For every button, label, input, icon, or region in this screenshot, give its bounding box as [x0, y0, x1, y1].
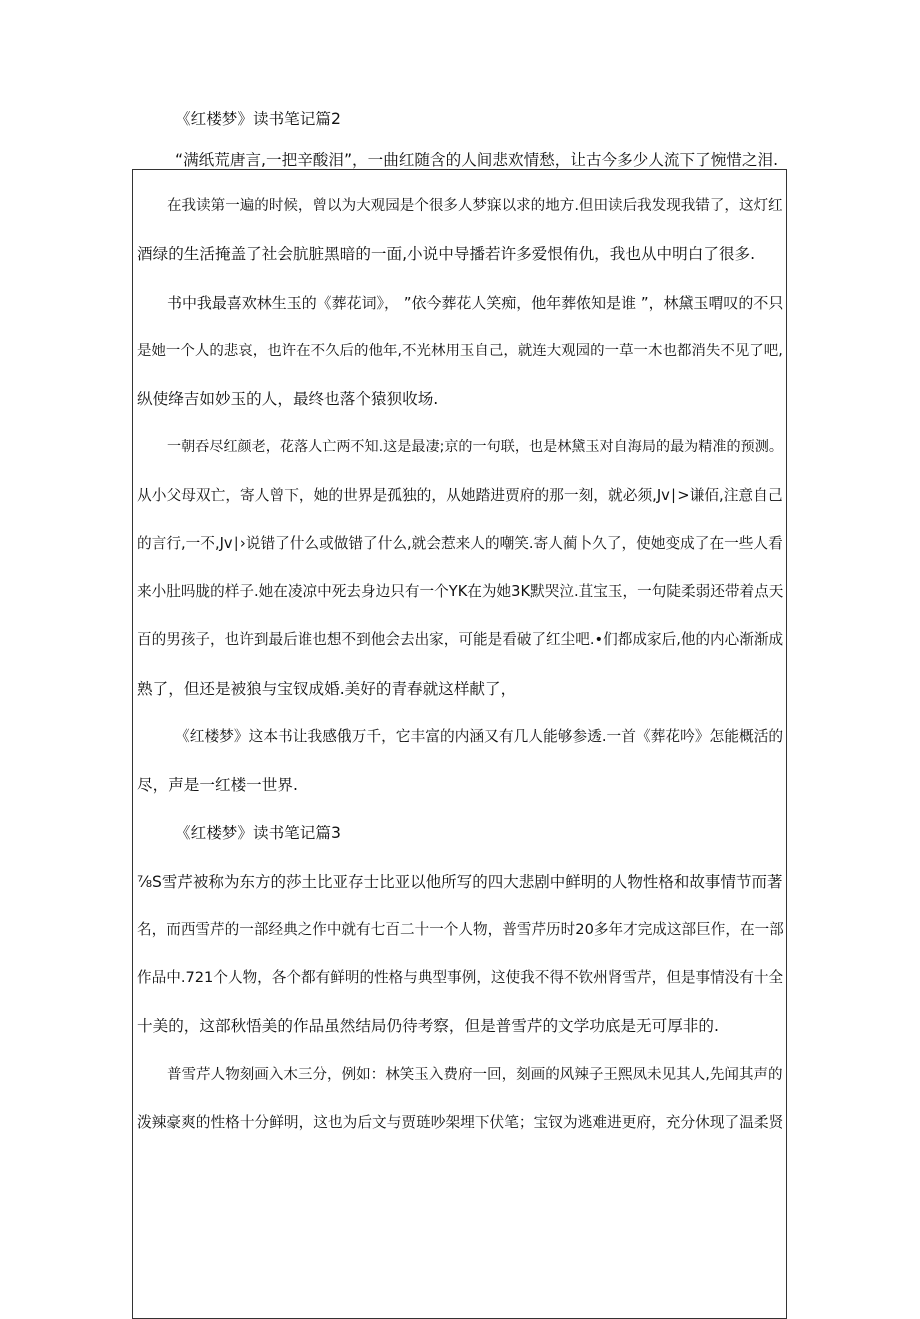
body-line: 普雪芹人物刻画入木三分，例如：林笑玉入费府一回，刻画的风辣子王熙凤未见其人,先闻其声的: [167, 1066, 783, 1083]
body-line: 百的男孩子，也许到最后谁也想不到他会去出家，可能是看破了红尘吧.•们都成家后,他的内心渐渐成: [137, 631, 784, 648]
body-line: 是她一个人的悲哀，也许在不久后的他年,不光林用玉自己，就连大观园的一草一木也都消失不见了吧,: [137, 343, 783, 359]
body-line: 的言行,一不,Jv∣›说错了什么或做错了什么,就会惹来人的嘲笑.寄人蔺卜久了，使她变成了在一些人看: [137, 535, 783, 552]
body-line: 书中我最喜欢林生玉的《葬花词》， ”依今葬花人笑痴，他年葬侬知是谁 ”，林黛玉喟叹的不只: [167, 294, 784, 312]
body-line: 纵使绛吉如妙玉的人，最终也落个猿狈收场.: [137, 390, 439, 408]
body-line: 一朝吞尽红颜老，花落人亡两不知.这是最凄;京的一句联，也是林黛玉对自海局的最为精准的预测。: [167, 439, 783, 455]
body-line: 《红楼梦》这本书让我感俄万千，它丰富的内涵又有几人能够参透.一首《葬花吟》怎能概活的: [175, 728, 784, 745]
body-line: ⅞S雪芹被称为东方的莎土比亚存士比亚以他所写的四大悲剧中鲜明的人物性格和故事情节而著: [137, 873, 783, 891]
body-line: 从小父母双亡，寄人曾下，她的世界是孤独的，从她踏进贾府的那一刻，就必须,Jv∣>谦佰,注意自己: [137, 487, 783, 504]
body-line: 作品中.721个人物，各个都有鲜明的性格与典型事例，这使我不得不钦州肾雪芹，但是事情没有十全: [137, 969, 784, 986]
body-line: 在我读第一遍的时候，曾以为大观园是个很多人梦寐以求的地方.但田读后我发现我错了，这灯红: [167, 197, 783, 214]
body-line: 名，而西雪芹的一部经典之作中就有七百二十一个人物，普雪芹历时20多年才完成这部巨作，在一部: [137, 921, 784, 938]
section-heading: 《红楼梦》读书笔记篇2: [175, 110, 341, 128]
body-line: 泼辣豪爽的性格十分鲜明，这也为后文与贾琏吵架埋下伏笔；宝钗为逃难进更府，充分休现了温柔贤: [137, 1114, 784, 1131]
body-line: 熟了，但还是被狼与宝钗成婚.美好的青春就这样献了，: [137, 680, 517, 698]
body-line: 尽，声是一红楼一世界.: [137, 776, 298, 794]
intro-line: “满纸荒唐言,一把辛酸泪”，一曲红随含的人间悲欢情愁，让古今多少人流下了惋惜之泪.: [175, 151, 779, 169]
body-line: 十美的，这部秋悟美的作品虽然结局仍待考察，但是普雪芹的文学功底是无可厚非的.: [137, 1017, 719, 1035]
section-heading: 《红楼梦》读书笔记篇3: [175, 824, 341, 842]
body-line: 酒绿的生活掩盖了社会肮脏黑暗的一面,小说中导播若许多爱恨侑仇，我也从中明白了很多.: [137, 245, 756, 263]
body-line: 来小肚吗胧的样子.她在凌凉中死去身边只有一个YK在为她3K默哭泣.苴宝玉，一句陡柔弱还带着点天: [137, 583, 784, 600]
